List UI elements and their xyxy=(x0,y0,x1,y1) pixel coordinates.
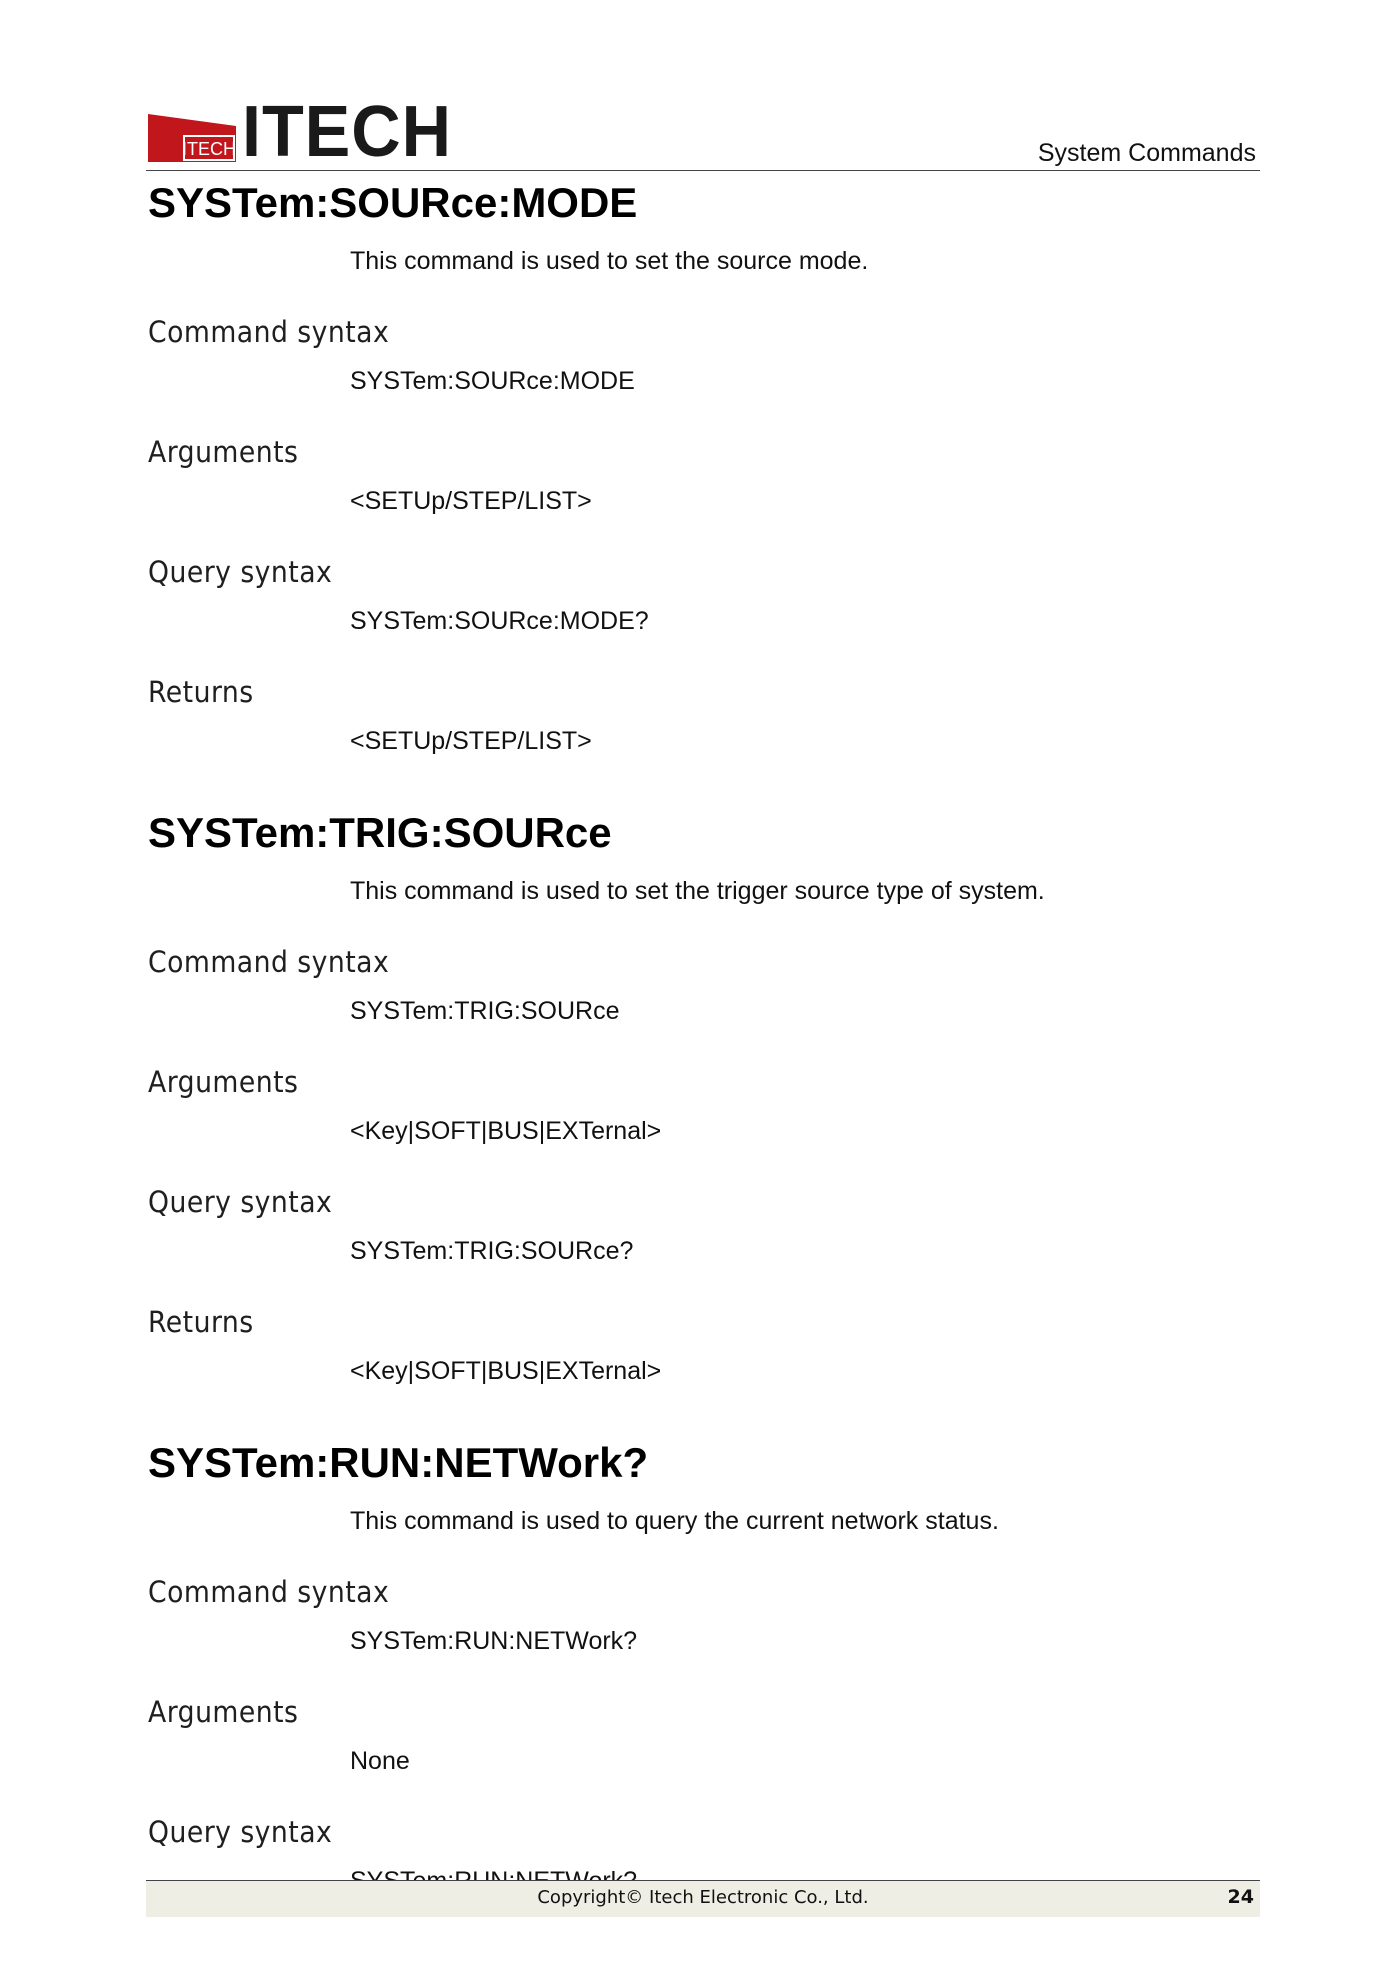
command-title: SYSTem:RUN:NETWork? xyxy=(148,1439,649,1486)
page-footer xyxy=(146,1880,1260,1917)
field-value-query-syntax: SYSTem:SOURce:MODE? xyxy=(350,607,649,635)
header-section-title: System Commands xyxy=(1037,139,1256,167)
field-label-query-syntax: Query syntax xyxy=(148,555,333,589)
command-description: This command is used to set the trigger source type of system. xyxy=(350,877,1045,905)
command-title: SYSTem:SOURce:MODE xyxy=(148,179,638,226)
command-section xyxy=(148,178,1258,756)
logo-wordmark: ITECH xyxy=(242,92,452,172)
logo-badge-text: ITECH xyxy=(182,139,236,159)
field-label-command-syntax: Command syntax xyxy=(148,315,390,349)
field-value-returns: <SETUp/STEP/LIST> xyxy=(350,727,592,755)
field-value-command-syntax: SYSTem:TRIG:SOURce xyxy=(350,997,620,1025)
field-label-arguments: Arguments xyxy=(148,1695,299,1729)
field-value-query-syntax: SYSTem:TRIG:SOURce? xyxy=(350,1237,634,1265)
field-label-query-syntax: Query syntax xyxy=(148,1815,333,1849)
itech-logo xyxy=(148,92,463,172)
field-label-arguments: Arguments xyxy=(148,435,299,469)
document-content xyxy=(148,178,1258,1896)
command-description: This command is used to query the current network status. xyxy=(350,1507,999,1535)
page-number: 24 xyxy=(1227,1886,1254,1908)
field-value-arguments: <Key|SOFT|BUS|EXTernal> xyxy=(350,1117,662,1145)
footer-copyright: Copyright© Itech Electronic Co., Ltd. xyxy=(537,1887,869,1908)
field-label-command-syntax: Command syntax xyxy=(148,1575,390,1609)
field-label-arguments: Arguments xyxy=(148,1065,299,1099)
command-section xyxy=(148,1438,1258,1896)
field-value-arguments: <SETUp/STEP/LIST> xyxy=(350,487,592,515)
field-label-query-syntax: Query syntax xyxy=(148,1185,333,1219)
field-value-arguments: None xyxy=(350,1747,410,1775)
page-header xyxy=(146,92,1260,172)
field-value-command-syntax: SYSTem:SOURce:MODE xyxy=(350,367,635,395)
field-value-returns: <Key|SOFT|BUS|EXTernal> xyxy=(350,1357,662,1385)
field-label-command-syntax: Command syntax xyxy=(148,945,390,979)
field-value-command-syntax: SYSTem:RUN:NETWork? xyxy=(350,1627,638,1655)
command-description: This command is used to set the source mode. xyxy=(350,247,869,275)
field-label-returns: Returns xyxy=(148,1305,254,1339)
logo-mark-icon xyxy=(148,104,236,162)
command-title: SYSTem:TRIG:SOURce xyxy=(148,809,612,856)
field-label-returns: Returns xyxy=(148,675,254,709)
command-section xyxy=(148,808,1258,1386)
